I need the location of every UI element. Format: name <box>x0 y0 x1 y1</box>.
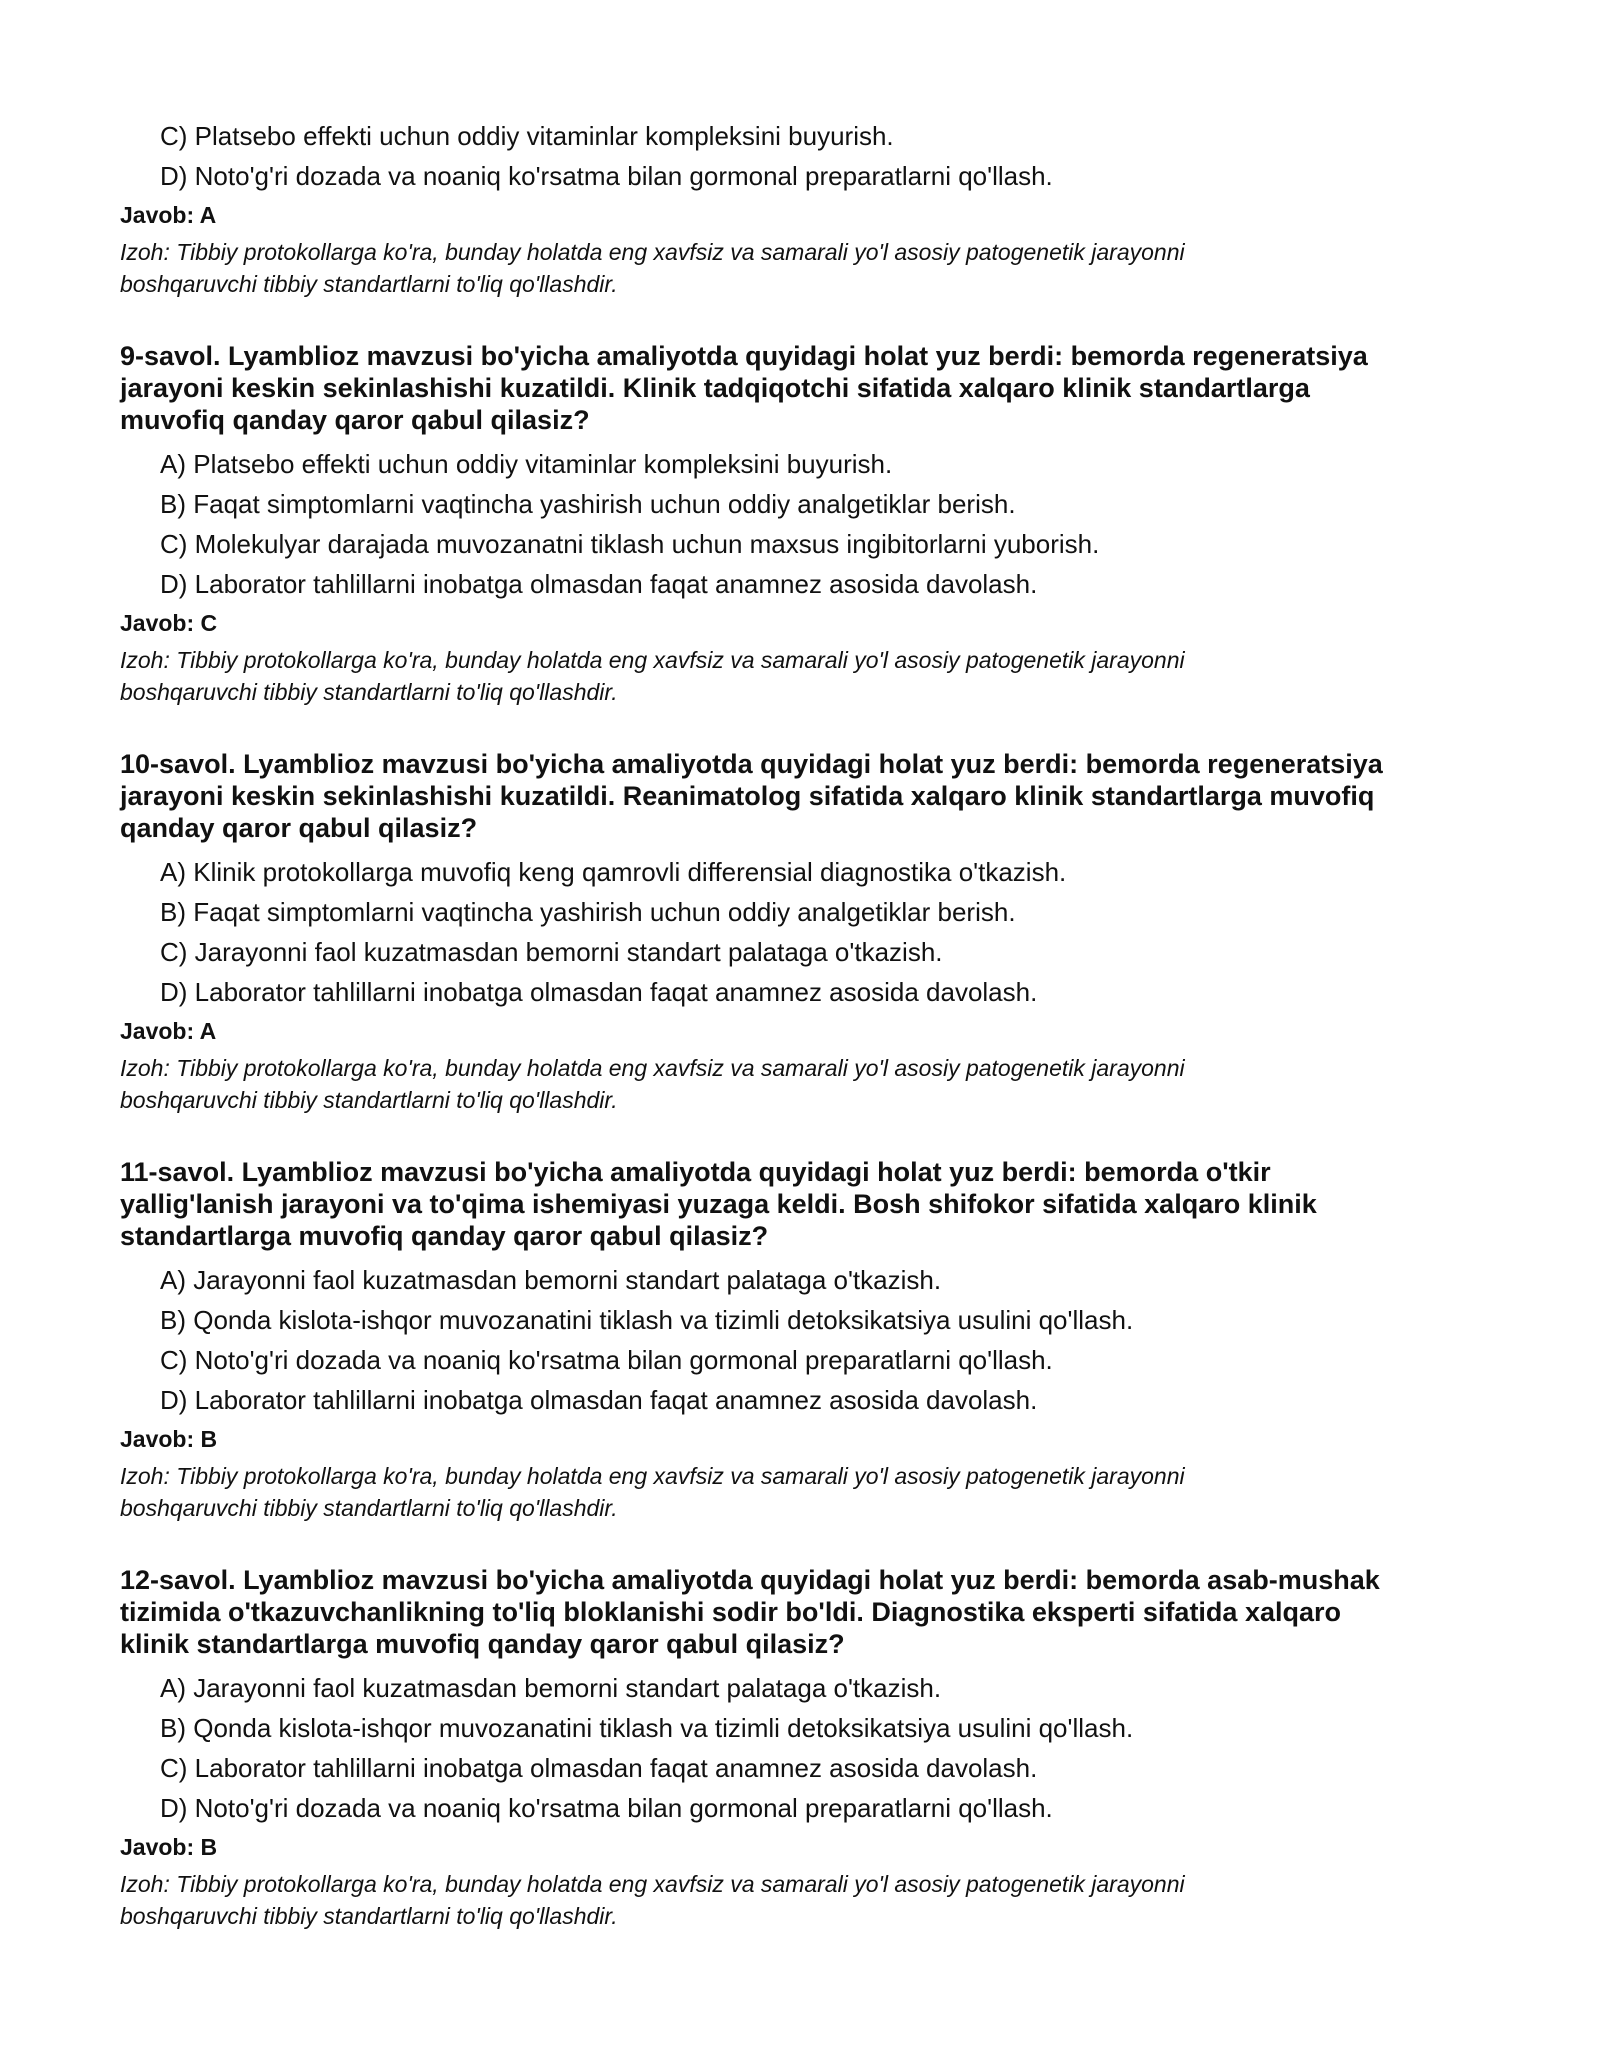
explanation-line: boshqaruvchi tibbiy standartlarni to'liq qo'llashdir. <box>120 1087 618 1113</box>
question-text <box>120 748 1480 844</box>
question-line: qanday qaror qabul qilasiz? <box>120 813 478 843</box>
option-c: C) Jarayonni faol kuzatmasdan bemorni standart palataga o'tkazish. <box>160 937 943 967</box>
explanation-note <box>120 1052 1480 1116</box>
option-list <box>120 120 1480 192</box>
question-line: standartlarga muvofiq qanday qaror qabul qilasiz? <box>120 1221 769 1251</box>
explanation-line: boshqaruvchi tibbiy standartlarni to'liq qo'llashdir. <box>120 1903 618 1929</box>
explanation-note <box>120 1868 1480 1932</box>
question-line: 10-savol. Lyamblioz mavzusi bo'yicha amaliyotda quyidagi holat yuz berdi: bemorda regeneratsiya <box>120 749 1383 779</box>
option-c: C) Laborator tahlillarni inobatga olmasdan faqat anamnez asosida davolash. <box>160 1753 1038 1783</box>
question-block-9 <box>120 340 1480 708</box>
question-line: jarayoni keskin sekinlashishi kuzatildi. Klinik tadqiqotchi sifatida xalqaro klinik standartlarga <box>120 373 1310 403</box>
option-list <box>120 448 1480 600</box>
question-block-11 <box>120 1156 1480 1524</box>
question-line: klinik standartlarga muvofiq qanday qaror qabul qilasiz? <box>120 1629 845 1659</box>
explanation-note <box>120 644 1480 708</box>
option-list <box>120 1264 1480 1416</box>
question-8-continuation <box>120 120 1480 300</box>
option-c: C) Platsebo effekti uchun oddiy vitaminlar kompleksini buyurish. <box>160 121 894 151</box>
answer-label: Javob: C <box>120 610 218 636</box>
option-d: D) Laborator tahlillarni inobatga olmasdan faqat anamnez asosida davolash. <box>160 977 1038 1007</box>
option-b: B) Faqat simptomlarni vaqtincha yashirish uchun oddiy analgetiklar berish. <box>160 897 1016 927</box>
question-line: 12-savol. Lyamblioz mavzusi bo'yicha amaliyotda quyidagi holat yuz berdi: bemorda asab-mushak <box>120 1565 1380 1595</box>
option-d: D) Laborator tahlillarni inobatga olmasdan faqat anamnez asosida davolash. <box>160 569 1038 599</box>
answer-label: Javob: A <box>120 202 217 228</box>
explanation-line: boshqaruvchi tibbiy standartlarni to'liq qo'llashdir. <box>120 271 618 297</box>
option-list <box>120 856 1480 1008</box>
question-text <box>120 1156 1480 1252</box>
document-page <box>120 120 1480 1972</box>
option-c: C) Noto'g'ri dozada va noaniq ko'rsatma bilan gormonal preparatlarni qo'llash. <box>160 1345 1053 1375</box>
explanation-line: boshqaruvchi tibbiy standartlarni to'liq qo'llashdir. <box>120 1495 618 1521</box>
explanation-line: Izoh: Tibbiy protokollarga ko'ra, bunday holatda eng xavfsiz va samarali yo'l asosiy patogenetik jarayonni <box>120 647 1185 673</box>
question-text <box>120 1564 1480 1660</box>
answer-label: Javob: B <box>120 1426 218 1452</box>
option-b: B) Qonda kislota-ishqor muvozanatini tiklash va tizimli detoksikatsiya usulini qo'llash. <box>160 1305 1134 1335</box>
option-a: A) Platsebo effekti uchun oddiy vitaminlar kompleksini buyurish. <box>160 449 893 479</box>
option-b: B) Faqat simptomlarni vaqtincha yashirish uchun oddiy analgetiklar berish. <box>160 489 1016 519</box>
option-c: C) Molekulyar darajada muvozanatni tiklash uchun maxsus ingibitorlarni yuborish. <box>160 529 1100 559</box>
question-text <box>120 340 1480 436</box>
explanation-note <box>120 236 1480 300</box>
answer-label: Javob: A <box>120 1018 217 1044</box>
explanation-note <box>120 1460 1480 1524</box>
question-block-12 <box>120 1564 1480 1932</box>
explanation-line: boshqaruvchi tibbiy standartlarni to'liq qo'llashdir. <box>120 679 618 705</box>
question-line: muvofiq qanday qaror qabul qilasiz? <box>120 405 590 435</box>
question-line: 11-savol. Lyamblioz mavzusi bo'yicha amaliyotda quyidagi holat yuz berdi: bemorda o'tkir <box>120 1157 1271 1187</box>
answer-label: Javob: B <box>120 1834 218 1860</box>
option-a: A) Jarayonni faol kuzatmasdan bemorni standart palataga o'tkazish. <box>160 1265 942 1295</box>
explanation-line: Izoh: Tibbiy protokollarga ko'ra, bunday holatda eng xavfsiz va samarali yo'l asosiy patogenetik jarayonni <box>120 1055 1185 1081</box>
explanation-line: Izoh: Tibbiy protokollarga ko'ra, bunday holatda eng xavfsiz va samarali yo'l asosiy patogenetik jarayonni <box>120 239 1185 265</box>
explanation-line: Izoh: Tibbiy protokollarga ko'ra, bunday holatda eng xavfsiz va samarali yo'l asosiy patogenetik jarayonni <box>120 1463 1185 1489</box>
option-b: B) Qonda kislota-ishqor muvozanatini tiklash va tizimli detoksikatsiya usulini qo'llash. <box>160 1713 1134 1743</box>
option-d: D) Noto'g'ri dozada va noaniq ko'rsatma bilan gormonal preparatlarni qo'llash. <box>160 161 1053 191</box>
question-line: 9-savol. Lyamblioz mavzusi bo'yicha amaliyotda quyidagi holat yuz berdi: bemorda regeneratsiya <box>120 341 1368 371</box>
explanation-line: Izoh: Tibbiy protokollarga ko'ra, bunday holatda eng xavfsiz va samarali yo'l asosiy patogenetik jarayonni <box>120 1871 1185 1897</box>
option-list <box>120 1672 1480 1824</box>
question-block-10 <box>120 748 1480 1116</box>
question-line: yallig'lanish jarayoni va to'qima ishemiyasi yuzaga keldi. Bosh shifokor sifatida xalqaro klinik <box>120 1189 1317 1219</box>
option-d: D) Laborator tahlillarni inobatga olmasdan faqat anamnez asosida davolash. <box>160 1385 1038 1415</box>
question-line: jarayoni keskin sekinlashishi kuzatildi. Reanimatolog sifatida xalqaro klinik standartlarga muvofiq <box>120 781 1375 811</box>
option-d: D) Noto'g'ri dozada va noaniq ko'rsatma bilan gormonal preparatlarni qo'llash. <box>160 1793 1053 1823</box>
option-a: A) Jarayonni faol kuzatmasdan bemorni standart palataga o'tkazish. <box>160 1673 942 1703</box>
question-line: tizimida o'tkazuvchanlikning to'liq bloklanishi sodir bo'ldi. Diagnostika eksperti sifatida xalqaro <box>120 1597 1341 1627</box>
option-a: A) Klinik protokollarga muvofiq keng qamrovli differensial diagnostika o'tkazish. <box>160 857 1067 887</box>
